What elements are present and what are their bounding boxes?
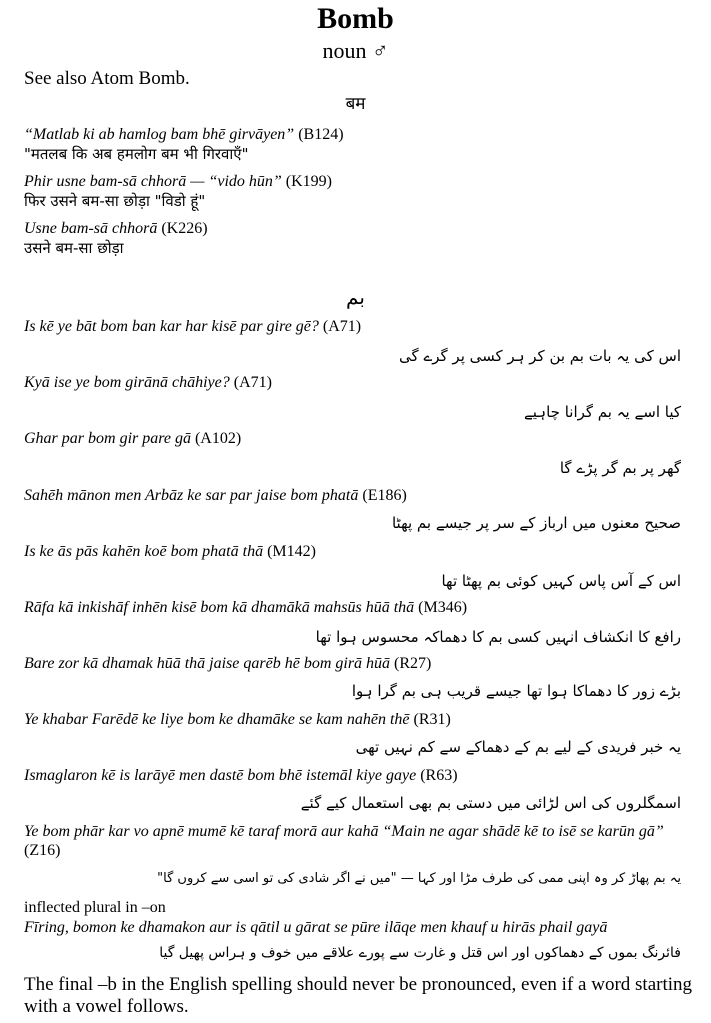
urdu-example-1-translit: Is kē ye bāt bom ban kar har kisē par gire gē? (A71)	[24, 318, 362, 335]
urdu-example-10-translit: Ye bom phār kar vo apnē mumē kē taraf morā aur kahā “Main ne agar shādē kē to isē se karūn gā” (Z16)	[24, 823, 664, 859]
urdu-example-2-translit: Kyā ise ye bom girānā chāhiye? (A71)	[24, 374, 272, 391]
hindi-example-2-script: फिर उसने बम-सा छोड़ा "विडो हूं"	[24, 192, 206, 210]
entry-title: Bomb	[317, 2, 394, 35]
urdu-example-3-script: گھر پر بم گر پڑے گا	[559, 459, 681, 477]
hindi-example-3-translit: Usne bam-sā chhorā (K226)	[24, 220, 208, 237]
urdu-example-1-script: اس کی یہ بات بم بن کر ہر کسی پر گرے گی	[399, 347, 681, 365]
pronunciation-note: The final –b in the English spelling should never be pronounced, even if a word starting with a vowel follows.	[24, 974, 693, 1017]
urdu-heading: بم	[346, 285, 365, 309]
hindi-example-1-translit: “Matlab ki ab hamlog bam bhē girvāyen” (B124)	[24, 126, 344, 143]
urdu-example-5-translit: Is ke ās pās kahēn koē bom phatā thā (M142)	[24, 543, 316, 560]
urdu-example-9-translit: Ismaglaron kē is larāyē men dastē bom bhē istemāl kiye gaye (R63)	[24, 767, 458, 784]
urdu-example-7-script: بڑے زور کا دھماکا ہوا تھا جیسے قریب ہی بم گرا ہوا	[351, 682, 681, 700]
hindi-heading: बम	[345, 94, 366, 114]
urdu-example-6-translit: Rāfa kā inkishāf inhēn kisē bom kā dhamākā mahsūs hūā thā (M346)	[24, 599, 468, 616]
plural-example-script: فائرنگ بموں کے دھماکوں اور اس قتل و غارت سے پورے علاقے میں خوف و ہراس پھیل گیا	[159, 945, 681, 961]
urdu-example-6-script: رافع کا انکشاف انہیں کسی بم کا دھماکہ محسوس ہوا تھا	[315, 628, 681, 646]
urdu-example-3-translit: Ghar par bom gir pare gā (A102)	[24, 430, 242, 447]
urdu-example-8-translit: Ye khabar Farēdē ke liye bom ke dhamāke se kam nahēn thē (R31)	[24, 711, 451, 728]
urdu-example-7-translit: Bare zor kā dhamak hūā thā jaise qarēb hē bom girā hūā (R27)	[24, 655, 432, 672]
hindi-example-3-script: उसने बम-सा छोड़ा	[24, 239, 124, 257]
urdu-example-4-translit: Sahēh mānon men Arbāz ke sar par jaise bom phatā (E186)	[24, 487, 407, 504]
hindi-example-2-translit: Phir usne bam-sā chhorā — “vido hūn” (K199)	[24, 173, 332, 190]
plural-example-translit: Fīring, bomon ke dhamakon aur is qātil u gārat se pūre ilāqe men khauf u hirās phail gayā	[24, 919, 608, 936]
urdu-example-5-script: اس کے آس پاس کہیں کوئی بم پھٹا تھا	[441, 572, 681, 590]
see-also-note: See also Atom Bomb.	[24, 68, 190, 89]
urdu-example-2-script: کیا اسے یہ بم گرانا چاہیے	[523, 403, 681, 421]
urdu-example-8-script: یہ خبر فریدی کے لیے بم کے دھماکے سے کم نہیں تھی	[355, 738, 681, 756]
plural-note: inflected plural in –on	[24, 899, 166, 916]
hindi-example-1-script: "मतलब कि अब हमलोग बम भी गिरवाएँ"	[24, 145, 249, 163]
urdu-example-4-script: صحیح معنوں میں ارباز کے سر پر جیسے بم پھٹا	[391, 514, 681, 532]
urdu-example-9-script: اسمگلروں کی اس لڑائی میں دستی بم بھی استعمال کیے گئے	[300, 794, 681, 812]
urdu-example-10-script: یہ بم پھاڑ کر وہ اپنی ممی کی طرف مڑا اور کہا — "میں نے اگر شادی کی تو اسی سے کروں گا"	[157, 871, 681, 886]
part-of-speech: noun ♂	[322, 38, 389, 63]
